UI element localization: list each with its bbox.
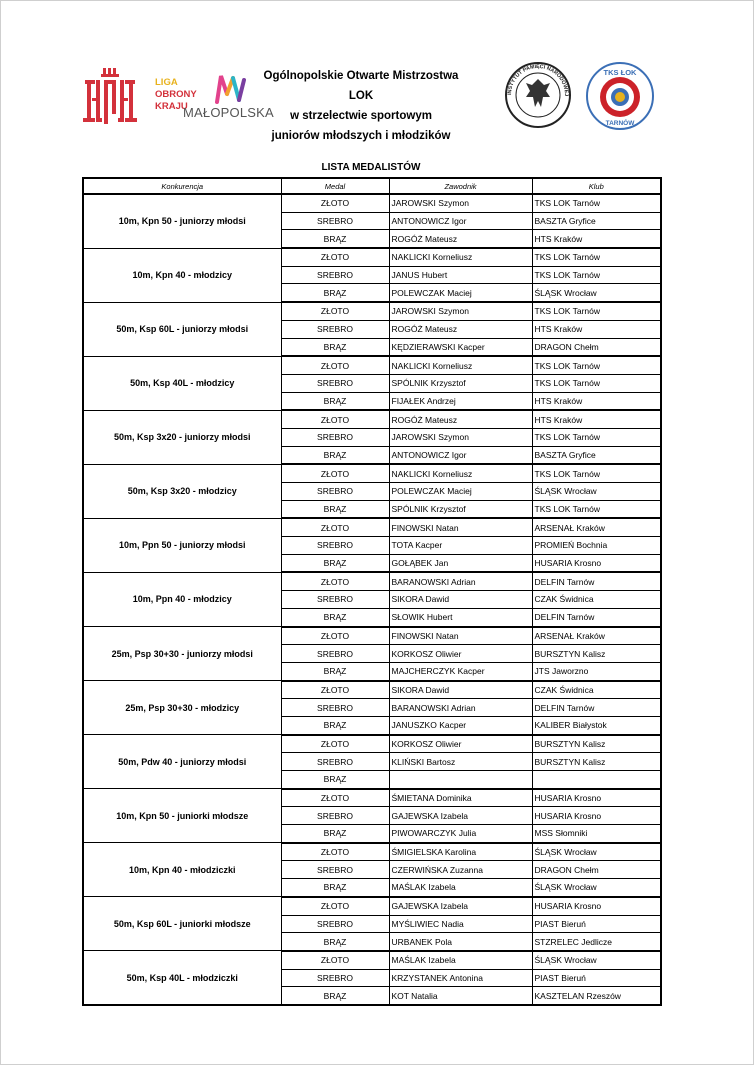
medal-cell: SREBRO xyxy=(281,699,389,717)
medal-cell: SREBRO xyxy=(281,807,389,825)
medal-cell: ZŁOTO xyxy=(281,248,389,266)
medal-cell: BRĄZ xyxy=(281,879,389,897)
club-cell: HUSARIA Krosno xyxy=(532,789,661,807)
tks-bottom-text: TARNÓW xyxy=(605,120,635,127)
medal-cell: BRĄZ xyxy=(281,987,389,1005)
medal-cell: BRĄZ xyxy=(281,716,389,734)
medal-cell: BRĄZ xyxy=(281,392,389,410)
medal-cell: ZŁOTO xyxy=(281,897,389,915)
club-cell: TKS LOK Tarnów xyxy=(532,374,661,392)
club-cell: TKS LOK Tarnów xyxy=(532,302,661,320)
medal-cell: SREBRO xyxy=(281,645,389,663)
table-body xyxy=(83,194,661,1005)
athlete-cell: URBANEK Pola xyxy=(389,933,532,951)
club-cell xyxy=(532,771,661,789)
athlete-cell: MAŚLAK Izabela xyxy=(389,879,532,897)
medal-cell: BRĄZ xyxy=(281,500,389,518)
club-cell: ŚLĄSK Wrocław xyxy=(532,843,661,861)
event-title xyxy=(250,66,472,146)
club-cell: TKS LOK Tarnów xyxy=(532,248,661,266)
competition-cell: 50m, Ksp 3x20 - młodzicy xyxy=(83,464,281,518)
athlete-cell: ANTONOWICZ Igor xyxy=(389,446,532,464)
club-cell: BURSZTYN Kalisz xyxy=(532,753,661,771)
competition-cell: 10m, Kpn 40 - młodzicy xyxy=(83,248,281,302)
tks-top-text: TKS ŁOK xyxy=(603,68,637,77)
club-cell: TKS LOK Tarnów xyxy=(532,464,661,482)
club-cell: KALIBER Białystok xyxy=(532,716,661,734)
table-row xyxy=(83,464,661,482)
athlete-cell: JAROWSKI Szymon xyxy=(389,302,532,320)
medal-cell: ZŁOTO xyxy=(281,356,389,374)
athlete-cell xyxy=(389,771,532,789)
table-row xyxy=(83,248,661,266)
athlete-cell: KORKOSZ Oliwier xyxy=(389,645,532,663)
medal-cell: BRĄZ xyxy=(281,446,389,464)
medal-cell: BRĄZ xyxy=(281,338,389,356)
table-row xyxy=(83,572,661,590)
club-cell: HTS Kraków xyxy=(532,320,661,338)
liga-line-1: LIGA xyxy=(155,77,178,88)
lok-logo xyxy=(83,68,137,126)
athlete-cell: NAKLICKI Korneliusz xyxy=(389,248,532,266)
liga-obrony-kraju-logo xyxy=(155,77,197,113)
malopolska-mark-icon xyxy=(213,72,249,106)
athlete-cell: POLEWCZAK Maciej xyxy=(389,284,532,302)
table-row xyxy=(83,843,661,861)
athlete-cell: ROGÓŻ Mateusz xyxy=(389,410,532,428)
club-cell: ARSENAŁ Kraków xyxy=(532,518,661,536)
athlete-cell: KLIŃSKI Bartosz xyxy=(389,753,532,771)
athlete-cell: PIWOWARCZYK Julia xyxy=(389,825,532,843)
club-cell: DELFIN Tarnów xyxy=(532,699,661,717)
club-cell: CZAK Świdnica xyxy=(532,591,661,609)
athlete-cell: KOT Natalia xyxy=(389,987,532,1005)
title-line-1: Ogólnopolskie Otwarte Mistrzostwa LOK xyxy=(263,70,459,102)
club-cell: BASZTA Gryfice xyxy=(532,446,661,464)
club-cell: HUSARIA Krosno xyxy=(532,897,661,915)
athlete-cell: TOTA Kacper xyxy=(389,537,532,555)
athlete-cell: MYŚLIWIEC Nadia xyxy=(389,915,532,933)
club-cell: KASZTELAN Rzeszów xyxy=(532,987,661,1005)
club-cell: DRAGON Chełm xyxy=(532,861,661,879)
club-cell: TKS LOK Tarnów xyxy=(532,428,661,446)
medal-cell: SREBRO xyxy=(281,266,389,284)
club-cell: HTS Kraków xyxy=(532,392,661,410)
club-cell: TKS LOK Tarnów xyxy=(532,266,661,284)
athlete-cell: JAROWSKI Szymon xyxy=(389,428,532,446)
athlete-cell: SPÓLNIK Krzysztof xyxy=(389,500,532,518)
header xyxy=(0,0,754,140)
athlete-cell: SIKORA Dawid xyxy=(389,591,532,609)
column-header-competition: Konkurencja xyxy=(83,178,281,194)
medal-cell: SREBRO xyxy=(281,969,389,987)
athlete-cell: NAKLICKI Korneliusz xyxy=(389,464,532,482)
competition-cell: 10m, Kpn 40 - młodziczki xyxy=(83,843,281,897)
table-row xyxy=(83,681,661,699)
competition-cell: 10m, Kpn 50 - juniorzy młodsi xyxy=(83,194,281,248)
title-line-3: juniorów młodszych i młodzików xyxy=(271,130,451,142)
athlete-cell: SIKORA Dawid xyxy=(389,681,532,699)
table-row xyxy=(83,627,661,645)
liga-line-3: KRAJU xyxy=(155,101,188,112)
medal-cell: SREBRO xyxy=(281,374,389,392)
athlete-cell: ŚMIETANA Dominika xyxy=(389,789,532,807)
athlete-cell: JAROWSKI Szymon xyxy=(389,194,532,212)
club-cell: JTS Jaworzno xyxy=(532,662,661,680)
table-row xyxy=(83,735,661,753)
medal-cell: ZŁOTO xyxy=(281,464,389,482)
club-cell: MSS Słomniki xyxy=(532,825,661,843)
table-row xyxy=(83,951,661,969)
competition-cell: 10m, Ppn 50 - juniorzy młodsi xyxy=(83,518,281,572)
medal-cell: SREBRO xyxy=(281,428,389,446)
medal-cell: BRĄZ xyxy=(281,608,389,626)
club-cell: DELFIN Tarnów xyxy=(532,572,661,590)
athlete-cell: ROGÓŻ Mateusz xyxy=(389,320,532,338)
athlete-cell: GAJEWSKA Izabela xyxy=(389,897,532,915)
competition-cell: 50m, Ksp 60L - juniorzy młodsi xyxy=(83,302,281,356)
medal-cell: ZŁOTO xyxy=(281,518,389,536)
club-cell: TKS LOK Tarnów xyxy=(532,356,661,374)
athlete-cell: KORKOSZ Oliwier xyxy=(389,735,532,753)
medal-cell: BRĄZ xyxy=(281,771,389,789)
table-row xyxy=(83,789,661,807)
competition-cell: 25m, Psp 30+30 - młodzicy xyxy=(83,681,281,735)
athlete-cell: GAJEWSKA Izabela xyxy=(389,807,532,825)
medal-cell: ZŁOTO xyxy=(281,627,389,645)
table-row xyxy=(83,518,661,536)
athlete-cell: KĘDZIERAWSKI Kacper xyxy=(389,338,532,356)
competition-cell: 50m, Ksp 60L - juniorki młodsze xyxy=(83,897,281,951)
athlete-cell: MAŚLAK Izabela xyxy=(389,951,532,969)
table-row xyxy=(83,356,661,374)
ipn-seal-text: INSTYTUT PAMIĘCI NARODOWEJ xyxy=(506,63,570,97)
malopolska-wordmark: MAŁOPOLSKA xyxy=(183,105,274,120)
medal-cell: BRĄZ xyxy=(281,230,389,248)
club-cell: TKS LOK Tarnów xyxy=(532,500,661,518)
medal-cell: ZŁOTO xyxy=(281,194,389,212)
tks-lok-tarnow-logo xyxy=(585,61,655,131)
athlete-cell: NAKLICKI Korneliusz xyxy=(389,356,532,374)
athlete-cell: FIJAŁEK Andrzej xyxy=(389,392,532,410)
club-cell: BURSZTYN Kalisz xyxy=(532,735,661,753)
club-cell: DRAGON Chełm xyxy=(532,338,661,356)
club-cell: STZRELEC Jedlicze xyxy=(532,933,661,951)
athlete-cell: ŚMIGIELSKA Karolina xyxy=(389,843,532,861)
athlete-cell: ANTONOWICZ Igor xyxy=(389,212,532,230)
competition-cell: 25m, Psp 30+30 - juniorzy młodsi xyxy=(83,627,281,681)
athlete-cell: KRZYSTANEK Antonina xyxy=(389,969,532,987)
club-cell: ŚLĄSK Wrocław xyxy=(532,951,661,969)
medal-cell: SREBRO xyxy=(281,320,389,338)
medal-cell: ZŁOTO xyxy=(281,735,389,753)
medal-cell: SREBRO xyxy=(281,212,389,230)
column-header-medal: Medal xyxy=(281,178,389,194)
table-row xyxy=(83,897,661,915)
athlete-cell: FINOWSKI Natan xyxy=(389,518,532,536)
athlete-cell: BARANOWSKI Adrian xyxy=(389,699,532,717)
title-line-2: w strzelectwie sportowym xyxy=(290,110,432,122)
club-cell: PROMIEŃ Bochnia xyxy=(532,537,661,555)
club-cell: BURSZTYN Kalisz xyxy=(532,645,661,663)
club-cell: ŚLĄSK Wrocław xyxy=(532,284,661,302)
club-cell: DELFIN Tarnów xyxy=(532,608,661,626)
column-header-club: Klub xyxy=(532,178,661,194)
medal-cell: SREBRO xyxy=(281,915,389,933)
table-header-row xyxy=(83,178,661,194)
list-title: LISTA MEDALISTÓW xyxy=(321,162,421,173)
club-cell: ARSENAŁ Kraków xyxy=(532,627,661,645)
liga-line-2: OBRONY xyxy=(155,89,197,100)
medal-cell: BRĄZ xyxy=(281,825,389,843)
athlete-cell: ROGÓŻ Mateusz xyxy=(389,230,532,248)
medal-cell: BRĄZ xyxy=(281,933,389,951)
medal-cell: BRĄZ xyxy=(281,554,389,572)
medal-cell: SREBRO xyxy=(281,861,389,879)
competition-cell: 10m, Kpn 50 - juniorki młodsze xyxy=(83,789,281,843)
medal-cell: SREBRO xyxy=(281,537,389,555)
club-cell: HUSARIA Krosno xyxy=(532,807,661,825)
club-cell: ŚLĄSK Wrocław xyxy=(532,483,661,501)
athlete-cell: MAJCHERCZYK Kacper xyxy=(389,662,532,680)
medal-cell: ZŁOTO xyxy=(281,410,389,428)
table-row xyxy=(83,302,661,320)
medal-cell: SREBRO xyxy=(281,591,389,609)
competition-cell: 10m, Ppn 40 - młodzicy xyxy=(83,572,281,626)
medal-cell: BRĄZ xyxy=(281,662,389,680)
club-cell: ŚLĄSK Wrocław xyxy=(532,879,661,897)
competition-cell: 50m, Pdw 40 - juniorzy młodsi xyxy=(83,735,281,789)
ipn-seal-logo xyxy=(504,61,572,129)
athlete-cell: POLEWCZAK Maciej xyxy=(389,483,532,501)
competition-cell: 50m, Ksp 40L - młodzicy xyxy=(83,356,281,410)
medal-cell: ZŁOTO xyxy=(281,681,389,699)
medal-cell: ZŁOTO xyxy=(281,843,389,861)
club-cell: HUSARIA Krosno xyxy=(532,554,661,572)
medal-cell: ZŁOTO xyxy=(281,572,389,590)
club-cell: CZAK Świdnica xyxy=(532,681,661,699)
club-cell: PIAST Bieruń xyxy=(532,969,661,987)
medal-cell: BRĄZ xyxy=(281,284,389,302)
table-row xyxy=(83,410,661,428)
athlete-cell: CZERWIŃSKA Zuzanna xyxy=(389,861,532,879)
athlete-cell: BARANOWSKI Adrian xyxy=(389,572,532,590)
club-cell: BASZTA Gryfice xyxy=(532,212,661,230)
athlete-cell: FINOWSKI Natan xyxy=(389,627,532,645)
athlete-cell: JANUS Hubert xyxy=(389,266,532,284)
column-header-athlete: Zawodnik xyxy=(389,178,532,194)
club-cell: TKS LOK Tarnów xyxy=(532,194,661,212)
competition-cell: 50m, Ksp 40L - młodziczki xyxy=(83,951,281,1005)
athlete-cell: GOŁĄBEK Jan xyxy=(389,554,532,572)
athlete-cell: SPÓLNIK Krzysztof xyxy=(389,374,532,392)
medalists-table xyxy=(82,177,662,1006)
club-cell: HTS Kraków xyxy=(532,410,661,428)
athlete-cell: SŁOWIK Hubert xyxy=(389,608,532,626)
medal-cell: ZŁOTO xyxy=(281,951,389,969)
table-row xyxy=(83,194,661,212)
club-cell: PIAST Bieruń xyxy=(532,915,661,933)
competition-cell: 50m, Ksp 3x20 - juniorzy młodsi xyxy=(83,410,281,464)
athlete-cell: JANUSZKO Kacper xyxy=(389,716,532,734)
club-cell: HTS Kraków xyxy=(532,230,661,248)
medal-cell: SREBRO xyxy=(281,483,389,501)
medal-cell: ZŁOTO xyxy=(281,302,389,320)
medal-cell: SREBRO xyxy=(281,753,389,771)
medal-cell: ZŁOTO xyxy=(281,789,389,807)
